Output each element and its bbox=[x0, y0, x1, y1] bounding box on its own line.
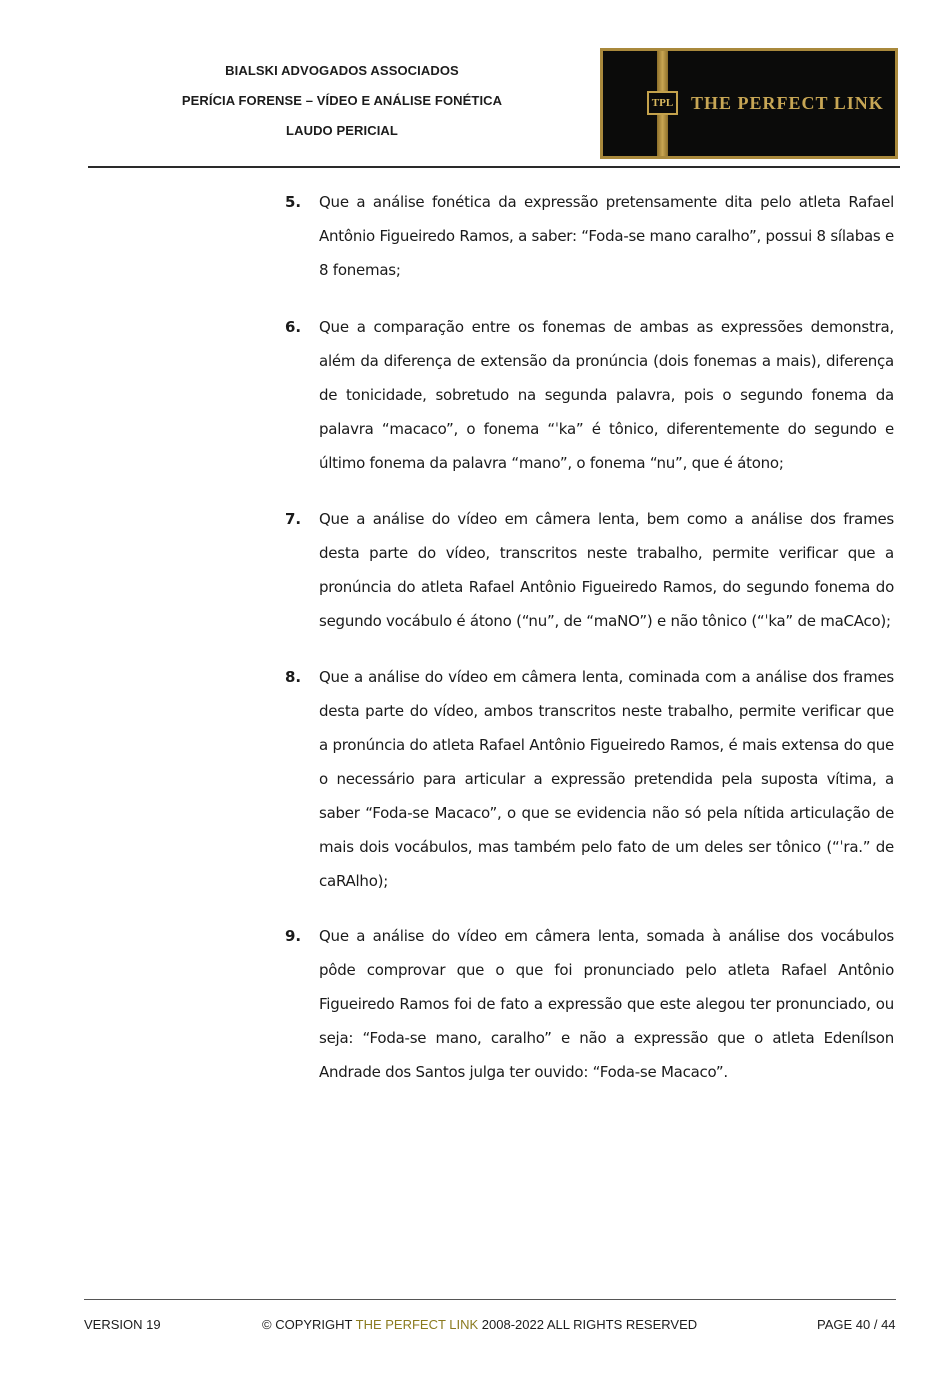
copyright-prefix: © COPYRIGHT bbox=[262, 1317, 356, 1332]
footer-divider bbox=[84, 1299, 896, 1300]
the-perfect-link-logo bbox=[600, 48, 898, 159]
item-number: 7. bbox=[285, 510, 302, 528]
item-text: Que a comparação entre os fonemas de ambas as expressões demonstra, além da diferença de extensão da pronúncia (dois fonemas a mais), diferença de tonicidade, sobretudo na segunda palavra, pois o segundo fonema da palavra “macaco”, o fonema “ˈka” é tônico, diferentemente do segundo e último fonema da palavra “mano”, o fonema “nu”, que é átono; bbox=[319, 318, 894, 472]
document-subtitle: PERÍCIA FORENSE – VÍDEO E ANÁLISE FONÉTICA bbox=[181, 93, 503, 108]
item-text: Que a análise do vídeo em câmera lenta, bem como a análise dos frames desta parte do vídeo, transcritos neste trabalho, permite verificar que a pronúncia do atleta Rafael Antônio Figueiredo Ramos, do segundo fonema do segundo vocábulo é átono (“nu”, de “maNO”) e não tônico (“ˈka” de maCAco); bbox=[319, 510, 894, 630]
item-text: Que a análise do vídeo em câmera lenta, somada à análise dos vocábulos pôde comprovar que o que foi pronunciado pelo atleta Rafael Antônio Figueiredo Ramos foi de fato a expressão que este alegou ter pronunciado, ou seja: “Foda-se mano, caralho” e não a expressão que o atleta Edenílson Andrade dos Santos julga ter ouvido: “Foda-se Macaco”. bbox=[319, 927, 894, 1081]
item-number: 8. bbox=[285, 668, 302, 686]
item-text: Que a análise do vídeo em câmera lenta, cominada com a análise dos frames desta parte do vídeo, ambos transcritos neste trabalho, permite verificar que a pronúncia do atleta Rafael Antônio Figueiredo Ramos, é mais extensa do que o necessário para articular a expressão pretendida pela suposta vítima, a saber “Foda-se Macaco”, o que se evidencia não só pela nítida articulação de mais dois vocábulos, mas também pelo fato de um deles ser tônico (“ˈra.” de caRAlho); bbox=[319, 668, 894, 890]
item-number: 6. bbox=[285, 318, 302, 336]
header-divider bbox=[88, 166, 900, 168]
list-item bbox=[285, 502, 894, 638]
header-text-block bbox=[88, 56, 596, 146]
list-item bbox=[285, 919, 894, 1089]
copyright-notice bbox=[262, 1317, 697, 1333]
version-label: VERSION 19 bbox=[84, 1317, 161, 1332]
list-item bbox=[285, 660, 894, 898]
copyright-suffix: 2008-2022 ALL RIGHTS RESERVED bbox=[478, 1317, 698, 1332]
item-text: Que a análise fonética da expressão pretensamente dita pelo atleta Rafael Antônio Figueiredo Ramos, a saber: “Foda-se mano caralho”, possui 8 sílabas e 8 fonemas; bbox=[319, 193, 894, 279]
list-item bbox=[285, 310, 894, 480]
item-number: 5. bbox=[285, 193, 302, 211]
copyright-brand: THE PERFECT LINK bbox=[355, 1317, 479, 1332]
page-number: PAGE 40 / 44 bbox=[817, 1317, 896, 1332]
item-number: 9. bbox=[285, 927, 302, 945]
logo-wordmark: THE PERFECT LINK bbox=[691, 93, 884, 113]
document-type: LAUDO PERICIAL bbox=[286, 123, 398, 138]
list-item bbox=[285, 185, 894, 287]
firm-name: BIALSKI ADVOGADOS ASSOCIADOS bbox=[225, 63, 459, 78]
logo-badge: TPL bbox=[647, 91, 678, 115]
